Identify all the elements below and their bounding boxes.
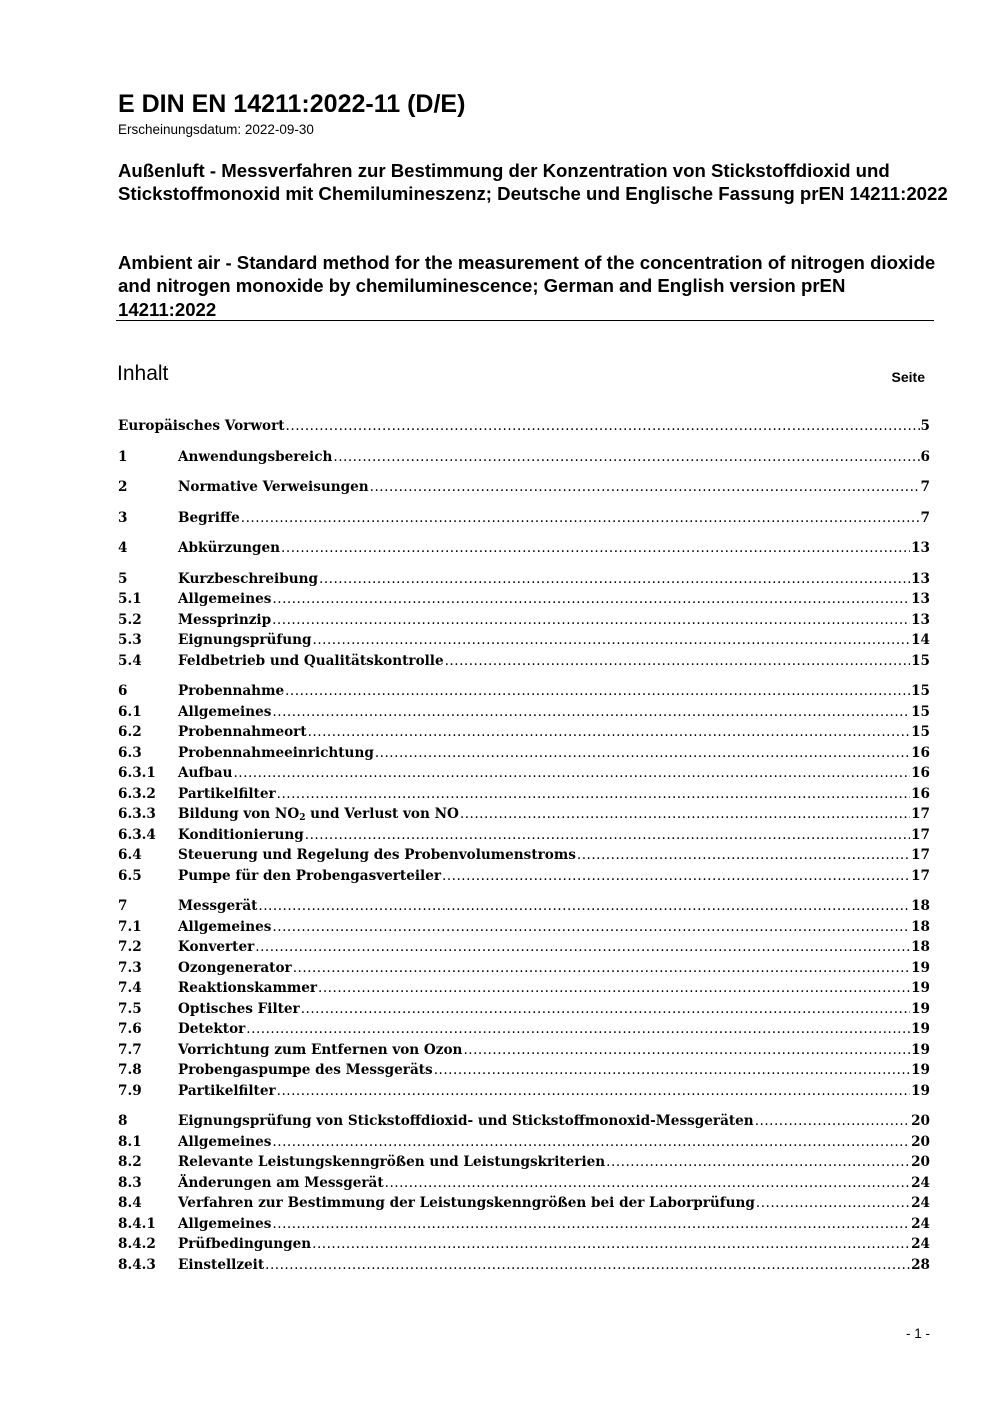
- toc-entry-page: 17: [911, 847, 930, 863]
- toc-entry-title: Normative Verweisungen: [178, 479, 369, 495]
- toc-entry[interactable]: [118, 1019, 930, 1040]
- toc-entry-title: Probennahmeeinrichtung: [178, 744, 374, 761]
- toc-leader-dots: [272, 1132, 910, 1153]
- toc-entry-number: 6.4: [118, 847, 142, 863]
- toc-entry-title: Vorrichtung zum Entfernen von Ozon: [178, 1041, 463, 1058]
- toc-entry-title: Probengaspumpe des Messgeräts: [178, 1062, 433, 1078]
- toc-entry-number: 7.8: [118, 1062, 142, 1078]
- toc-entry-page: 15: [911, 652, 930, 669]
- toc-entry-page: 7: [920, 509, 930, 526]
- toc-entry-page: 16: [911, 765, 930, 781]
- toc-entry-page: 17: [911, 806, 930, 822]
- toc-entry-title: Reaktionskammer: [178, 980, 318, 996]
- toc-entry-title: Relevante Leistungskenngrößen und Leistungskriterien: [178, 1154, 606, 1170]
- toc-leader-dots: [246, 1019, 910, 1040]
- toc-entry-number: 6.3.4: [118, 826, 156, 843]
- toc-entry-title: Detektor: [178, 1021, 246, 1037]
- toc-entry-page: 13: [911, 591, 930, 607]
- toc-entry-page: 13: [911, 540, 930, 556]
- toc-entry[interactable]: [118, 1214, 930, 1235]
- toc-entry[interactable]: [118, 508, 930, 529]
- toc-entry-number: 7.7: [118, 1041, 142, 1058]
- toc-entry-number: 7.6: [118, 1021, 142, 1037]
- toc-entry-page: 19: [911, 1000, 930, 1017]
- toc-entry-number: 6.1: [118, 703, 142, 720]
- toc-entry-page: 19: [911, 1062, 930, 1078]
- toc-leader-dots: [442, 866, 910, 887]
- toc-entry[interactable]: [118, 1081, 930, 1102]
- toc-leader-dots: [272, 702, 910, 723]
- toc-entry-page: 13: [911, 570, 930, 587]
- toc-entry-page: 5: [920, 418, 930, 434]
- toc-entry-number: 8.4.1: [118, 1215, 156, 1232]
- toc-entry[interactable]: [118, 825, 930, 846]
- toc-entry-number: 6.3: [118, 744, 142, 761]
- toc-page-label: Seite: [891, 369, 925, 385]
- document-id: E DIN EN 14211:2022-11 (D/E): [118, 90, 466, 118]
- toc-leader-dots: [281, 538, 910, 559]
- toc-entry-number: 6.5: [118, 867, 142, 884]
- toc-entry-title: Anwendungsbereich: [178, 448, 333, 465]
- toc-entry-page: 24: [911, 1195, 930, 1211]
- toc-entry[interactable]: [118, 589, 930, 610]
- toc-entry-title-part: Bildung von NO: [178, 806, 300, 822]
- toc-entry-page: 18: [911, 898, 930, 914]
- toc-entry-number: 5.2: [118, 611, 142, 628]
- toc-entry-page: 20: [911, 1113, 930, 1129]
- toc-leader-dots: [272, 589, 910, 610]
- toc-entry-number: 8.3: [118, 1174, 142, 1191]
- toc-leader-dots: [434, 1060, 910, 1081]
- toc-entry[interactable]: [118, 702, 930, 723]
- toc-entry[interactable]: [118, 1173, 930, 1194]
- toc-entry-number: 6.3.2: [118, 785, 156, 802]
- toc-leader-dots: [460, 804, 910, 825]
- toc-entry-title: Allgemeines: [178, 1133, 272, 1150]
- toc-entry-title: Partikelfilter: [178, 785, 276, 802]
- toc-leader-dots: [312, 1234, 910, 1255]
- toc-leader-dots: [333, 447, 919, 468]
- toc-entry[interactable]: [118, 784, 930, 805]
- toc-leader-dots: [318, 978, 910, 999]
- toc-entry-title: Feldbetrieb und Qualitätskontrolle: [178, 652, 444, 669]
- toc-entry-page: 15: [911, 703, 930, 720]
- toc-heading: Inhalt: [117, 362, 169, 385]
- toc-entry-page: 19: [911, 1021, 930, 1037]
- toc-leader-dots: [375, 743, 910, 764]
- toc-entry-number: 7.4: [118, 980, 142, 996]
- toc-entry-title: Steuerung und Regelung des Probenvolumenstroms: [178, 847, 576, 863]
- toc-entry-page: 16: [911, 744, 930, 761]
- toc-entry-page: 28: [911, 1256, 930, 1273]
- toc-entry[interactable]: [118, 917, 930, 938]
- toc-entry-title: Pumpe für den Probengasverteiler: [178, 867, 442, 884]
- toc-entry-number: 8.4.2: [118, 1236, 156, 1252]
- toc-entry-page: 19: [911, 1082, 930, 1099]
- toc-entry-page: 17: [911, 867, 930, 884]
- toc-entry-number: 2: [118, 479, 128, 495]
- header-divider: [116, 320, 934, 321]
- toc-entry-title: Einstellzeit: [178, 1256, 265, 1273]
- toc-entry-title: Optisches Filter: [178, 1000, 300, 1017]
- toc-entry-page: 24: [911, 1215, 930, 1232]
- toc-entry[interactable]: [118, 722, 930, 743]
- toc-entry-title: Europäisches Vorwort: [118, 418, 285, 434]
- toc-entry[interactable]: [118, 1111, 930, 1132]
- toc-entry-number: 6.3.3: [118, 806, 156, 822]
- toc-leader-dots: [277, 784, 910, 805]
- toc-entry-title: Eignungsprüfung: [178, 632, 312, 648]
- toc-entry-title: Partikelfilter: [178, 1082, 276, 1099]
- toc-leader-dots: [277, 1081, 910, 1102]
- publication-date: Erscheinungsdatum: 2022-09-30: [118, 122, 314, 137]
- toc-entry-number: 5.1: [118, 591, 142, 607]
- toc-entry-page: 20: [911, 1154, 930, 1170]
- toc-leader-dots: [285, 681, 910, 702]
- toc-entry-number: 5.4: [118, 652, 142, 669]
- subscript-2: 2: [299, 813, 306, 823]
- toc-leader-dots: [319, 569, 910, 590]
- toc-entry-title: Messprinzip: [178, 611, 272, 628]
- toc-entry-number: 5: [118, 570, 128, 587]
- toc-entry-page: 19: [911, 980, 930, 996]
- toc-entry-title: Begriffe: [178, 509, 240, 526]
- toc-entry-title: Ozongenerator: [178, 959, 292, 976]
- toc-leader-dots: [272, 917, 910, 938]
- toc-entry[interactable]: [118, 681, 930, 702]
- toc-entry[interactable]: [118, 610, 930, 631]
- toc-entry[interactable]: [118, 416, 930, 437]
- title-german: Außenluft - Messverfahren zur Bestimmung der Konzentration von Stickstoffdioxid und Stickstoffmonoxid mit Chemilumineszenz; Deutsche und Englische Fassung prEN 14211:2022: [118, 160, 948, 205]
- toc-entry-page: 13: [911, 611, 930, 628]
- toc-entry-page: 14: [911, 632, 930, 648]
- toc-entry-page: 7: [920, 479, 930, 495]
- toc-entry[interactable]: [118, 569, 930, 590]
- toc-leader-dots: [286, 416, 920, 437]
- toc-entry[interactable]: [118, 978, 930, 999]
- toc-entry[interactable]: [118, 866, 930, 887]
- page-number: - 1 -: [905, 1326, 930, 1341]
- toc-entry-page: 6: [920, 448, 930, 465]
- toc-entry[interactable]: [118, 743, 930, 764]
- toc-leader-dots: [308, 722, 910, 743]
- toc-leader-dots: [606, 1152, 910, 1173]
- toc-entry[interactable]: [118, 1234, 930, 1255]
- toc-entry[interactable]: [118, 1152, 930, 1173]
- toc-leader-dots: [265, 1255, 910, 1276]
- toc-entry[interactable]: [118, 845, 930, 866]
- toc-entry-title: Aufbau: [178, 765, 233, 781]
- toc-entry[interactable]: [118, 1193, 930, 1214]
- toc-entry-page: 15: [911, 683, 930, 699]
- toc-entry[interactable]: [118, 477, 930, 498]
- toc-entry-title: Probennahmeort: [178, 724, 307, 740]
- toc-leader-dots: [385, 1173, 910, 1194]
- toc-entry-number: 7: [118, 898, 128, 914]
- toc-entry-page: 18: [911, 918, 930, 935]
- toc-entry-number: 1: [118, 448, 128, 465]
- toc-entry-page: 24: [911, 1174, 930, 1191]
- toc-entry[interactable]: [118, 630, 930, 651]
- toc-leader-dots: [313, 630, 911, 651]
- toc-entry[interactable]: [118, 1040, 930, 1061]
- toc-leader-dots: [445, 651, 910, 672]
- toc-entry-title: Abkürzungen: [178, 540, 281, 556]
- toc-entry-title: Kurzbeschreibung: [178, 570, 318, 587]
- toc-leader-dots: [577, 845, 910, 866]
- toc-entry-page: 24: [911, 1236, 930, 1252]
- toc-entry[interactable]: [118, 447, 930, 468]
- toc-leader-dots: [463, 1040, 910, 1061]
- toc-entry-number: 5.3: [118, 632, 142, 648]
- toc-entry-page: 19: [911, 1041, 930, 1058]
- toc-entry-title: Verfahren zur Bestimmung der Leistungskenngrößen bei der Laborprüfung: [178, 1195, 755, 1211]
- toc-entry-page: 20: [911, 1133, 930, 1150]
- toc-entry-title: Eignungsprüfung von Stickstoffdioxid- und Stickstoffmonoxid-Messgeräten: [178, 1113, 754, 1129]
- toc-entry-number: 6.3.1: [118, 765, 156, 781]
- toc-leader-dots: [255, 937, 910, 958]
- toc-entry-page: 15: [911, 724, 930, 740]
- toc-entry-number: 7.2: [118, 939, 142, 955]
- toc-entry[interactable]: [118, 937, 930, 958]
- toc-entry-page: 19: [911, 959, 930, 976]
- toc-entry[interactable]: [118, 896, 930, 917]
- toc-entry-number: 3: [118, 509, 128, 526]
- toc-entry-number: 6.2: [118, 724, 142, 740]
- toc-leader-dots: [233, 763, 910, 784]
- toc-entry-number: 6: [118, 683, 128, 699]
- toc-entry-title: Allgemeines: [178, 591, 272, 607]
- toc-entry-title: Messgerät: [178, 898, 258, 914]
- toc-entry-number: 8.2: [118, 1154, 142, 1170]
- toc-entry-page: 16: [911, 785, 930, 802]
- toc-entry-title: Allgemeines: [178, 703, 272, 720]
- toc-entry[interactable]: [118, 1132, 930, 1153]
- toc-entry[interactable]: [118, 804, 930, 825]
- toc-entry-title-part: und Verlust von NO: [305, 806, 459, 822]
- toc-entry-page: 17: [911, 826, 930, 843]
- toc-entry-number: 8.4.3: [118, 1256, 156, 1273]
- toc-entry-number: 4: [118, 540, 128, 556]
- toc-leader-dots: [241, 508, 920, 529]
- toc-entry-title: Allgemeines: [178, 918, 272, 935]
- toc-entry-number: 7.1: [118, 918, 142, 935]
- toc-entry-title: Änderungen am Messgerät: [178, 1174, 384, 1191]
- toc-entry[interactable]: [118, 538, 930, 559]
- toc-leader-dots: [755, 1111, 910, 1132]
- toc-entry[interactable]: [118, 999, 930, 1020]
- toc-leader-dots: [370, 477, 920, 498]
- toc-entry-number: 7.3: [118, 959, 142, 976]
- title-english: Ambient air - Standard method for the measurement of the concentration of nitrogen dioxide and nitrogen monoxide by chemiluminescence; German and English version prEN 14211:2022: [118, 252, 936, 320]
- toc-leader-dots: [301, 999, 910, 1020]
- toc-leader-dots: [272, 1214, 910, 1235]
- toc-entry-number: 8.1: [118, 1133, 142, 1150]
- toc-entry-number: 8: [118, 1113, 128, 1129]
- toc-entry-title: [178, 804, 459, 825]
- toc-leader-dots: [293, 958, 910, 979]
- toc-entry-page: 18: [911, 939, 930, 955]
- toc-entry[interactable]: [118, 958, 930, 979]
- toc-entry[interactable]: [118, 763, 930, 784]
- toc-entry[interactable]: [118, 1255, 930, 1276]
- toc-leader-dots: [272, 610, 910, 631]
- toc-entry-title: Probennahme: [178, 683, 285, 699]
- toc-leader-dots: [756, 1193, 910, 1214]
- toc-entry-number: 7.5: [118, 1000, 142, 1017]
- toc-entry[interactable]: [118, 1060, 930, 1081]
- toc-entry-number: 8.4: [118, 1195, 142, 1211]
- toc-leader-dots: [305, 825, 910, 846]
- toc-leader-dots: [258, 896, 910, 917]
- toc-entry-title: Allgemeines: [178, 1215, 272, 1232]
- toc-entry-title: Konverter: [178, 939, 255, 955]
- toc-entry-title: Konditionierung: [178, 826, 304, 843]
- toc-entry[interactable]: [118, 651, 930, 672]
- toc-entry-title: Prüfbedingungen: [178, 1236, 312, 1252]
- toc-entry-number: 7.9: [118, 1082, 142, 1099]
- table-of-contents: [118, 416, 930, 1275]
